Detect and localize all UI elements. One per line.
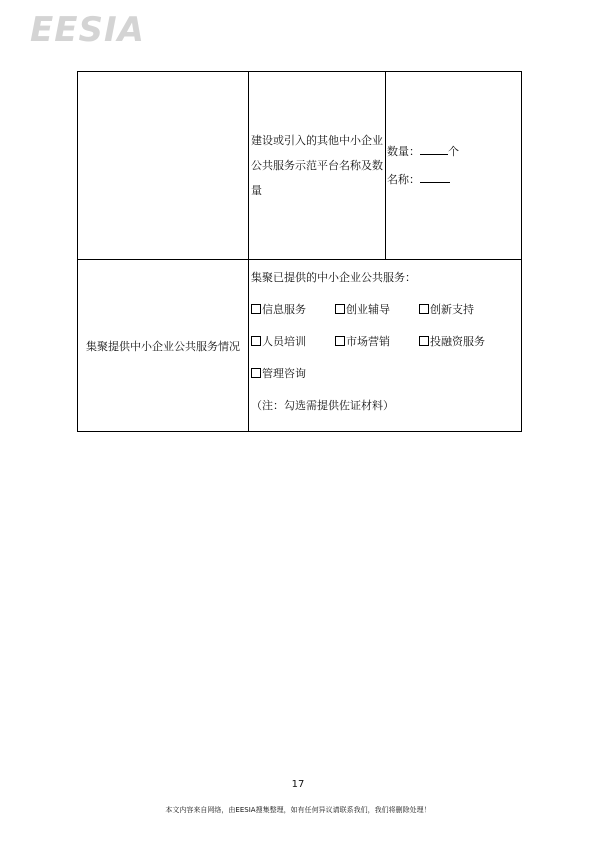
services-intro: 集聚已提供的中小企业公共服务：: [251, 271, 416, 284]
service-option-info[interactable]: [251, 299, 335, 321]
services-row-3: [251, 363, 521, 395]
service-category-label: 集聚提供中小企业公共服务情况: [78, 260, 249, 432]
count-label: 数量：: [387, 144, 420, 158]
service-option-marketing[interactable]: [335, 331, 419, 353]
count-blank[interactable]: [420, 144, 448, 155]
checkbox-icon[interactable]: [335, 336, 345, 346]
service-option-consulting[interactable]: [251, 363, 306, 385]
service-label: 创业辅导: [346, 303, 390, 316]
checkbox-icon[interactable]: [419, 336, 429, 346]
page-number: 17: [291, 779, 305, 790]
table-row: [78, 260, 522, 432]
service-platform-table: [77, 71, 522, 432]
service-label: 市场营销: [346, 335, 390, 348]
platform-name-label: [249, 72, 386, 260]
checkbox-icon[interactable]: [251, 368, 261, 378]
empty-category-cell: [78, 72, 249, 260]
service-option-training[interactable]: [251, 331, 335, 353]
checkbox-icon[interactable]: [251, 336, 261, 346]
count-line: [387, 138, 521, 166]
checkbox-icon[interactable]: [335, 304, 345, 314]
name-label: 名称：: [387, 172, 420, 186]
service-label: 投融资服务: [430, 335, 485, 348]
service-label: 人员培训: [262, 335, 306, 348]
platform-name-text: 建设或引入的其他中小企业公共服务示范平台名称及数量: [251, 134, 383, 197]
name-blank[interactable]: [420, 172, 450, 183]
footer-disclaimer: 本文内容来自网络，由EESIA搜集整理，如有任何异议请联系我们，我们将删除处理！: [165, 806, 431, 814]
service-label: 信息服务: [262, 303, 306, 316]
services-cell: [249, 260, 522, 432]
service-option-startup[interactable]: [335, 299, 419, 321]
count-unit: 个: [448, 144, 459, 158]
services-row-1: [251, 299, 521, 331]
service-option-financing[interactable]: [419, 331, 485, 353]
service-label: 管理咨询: [262, 367, 306, 380]
platform-value-cell: [386, 72, 522, 260]
name-line: [387, 166, 521, 194]
service-label: 创新支持: [430, 303, 474, 316]
service-option-innovation[interactable]: [419, 299, 474, 321]
table-row: [78, 72, 522, 260]
services-row-2: [251, 331, 521, 363]
services-note: （注：勾选需提供佐证材料）: [251, 399, 394, 412]
eesia-logo: EESIA: [30, 10, 145, 50]
checkbox-icon[interactable]: [419, 304, 429, 314]
checkbox-icon[interactable]: [251, 304, 261, 314]
